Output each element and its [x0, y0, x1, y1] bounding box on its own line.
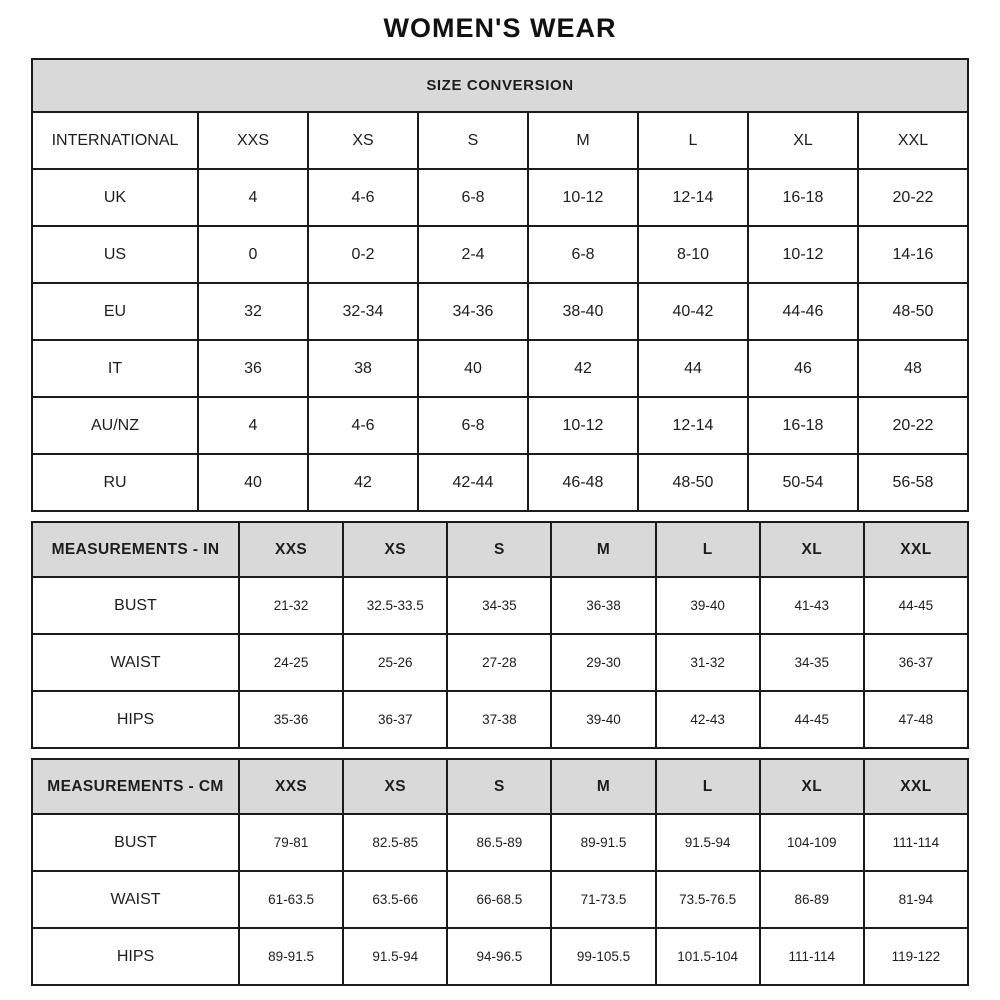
table-cell: 89-91.5 [551, 814, 655, 871]
table-cell: 41-43 [760, 577, 864, 634]
table-cell: 79-81 [239, 814, 343, 871]
size-conversion-column-header-row [32, 112, 968, 169]
table-cell: 66-68.5 [447, 871, 551, 928]
size-conversion-title-row [32, 59, 968, 112]
column-header-international: INTERNATIONAL [32, 112, 198, 169]
table-cell: 24-25 [239, 634, 343, 691]
column-header-m: M [528, 112, 638, 169]
table-cell: 99-105.5 [551, 928, 655, 985]
column-header-s: S [447, 522, 551, 577]
size-conversion-title: SIZE CONVERSION [32, 59, 968, 112]
column-header-xs: XS [308, 112, 418, 169]
column-header-xxs: XXS [239, 522, 343, 577]
table-cell: 42-44 [418, 454, 528, 511]
table-cell: 6-8 [418, 397, 528, 454]
table-cell: 36 [198, 340, 308, 397]
table-cell: 38 [308, 340, 418, 397]
table-cell: 31-32 [656, 634, 760, 691]
column-header-xl: XL [760, 759, 864, 814]
table-cell: 44-46 [748, 283, 858, 340]
table-cell: 35-36 [239, 691, 343, 748]
table-cell: 34-36 [418, 283, 528, 340]
table-cell: 34-35 [760, 634, 864, 691]
measurements-cm-title: MEASUREMENTS - CM [32, 759, 239, 814]
table-cell: 40-42 [638, 283, 748, 340]
row-label: WAIST [32, 871, 239, 928]
measurements-cm-table [31, 758, 969, 986]
table-row [32, 871, 968, 928]
page-title: WOMEN'S WEAR [383, 13, 617, 43]
table-cell: 42-43 [656, 691, 760, 748]
table-cell: 8-10 [638, 226, 748, 283]
table-cell: 40 [418, 340, 528, 397]
table-cell: 42 [308, 454, 418, 511]
table-cell: 44 [638, 340, 748, 397]
table-cell: 71-73.5 [551, 871, 655, 928]
table-cell: 6-8 [528, 226, 638, 283]
table-cell: 16-18 [748, 169, 858, 226]
table-cell: 89-91.5 [239, 928, 343, 985]
table-cell: 10-12 [748, 226, 858, 283]
column-header-xxl: XXL [864, 759, 968, 814]
size-conversion-body [32, 169, 968, 511]
measurements-in-body [32, 577, 968, 748]
column-header-l: L [656, 522, 760, 577]
table-cell: 46-48 [528, 454, 638, 511]
measurements-in-table [31, 521, 969, 749]
tables-container [31, 58, 969, 986]
table-cell: 81-94 [864, 871, 968, 928]
row-label: HIPS [32, 691, 239, 748]
table-cell: 4 [198, 169, 308, 226]
table-cell: 37-38 [447, 691, 551, 748]
table-cell: 101.5-104 [656, 928, 760, 985]
row-label: UK [32, 169, 198, 226]
row-label: AU/NZ [32, 397, 198, 454]
column-header-xl: XL [748, 112, 858, 169]
row-label: EU [32, 283, 198, 340]
table-cell: 119-122 [864, 928, 968, 985]
table-cell: 61-63.5 [239, 871, 343, 928]
column-header-xl: XL [760, 522, 864, 577]
table-row [32, 634, 968, 691]
table-row [32, 283, 968, 340]
table-cell: 73.5-76.5 [656, 871, 760, 928]
table-cell: 2-4 [418, 226, 528, 283]
table-cell: 111-114 [760, 928, 864, 985]
column-header-xxs: XXS [239, 759, 343, 814]
table-cell: 50-54 [748, 454, 858, 511]
table-row [32, 928, 968, 985]
column-header-xxl: XXL [858, 112, 968, 169]
table-row [32, 226, 968, 283]
column-header-m: M [551, 522, 655, 577]
row-label: WAIST [32, 634, 239, 691]
table-cell: 39-40 [656, 577, 760, 634]
table-cell: 21-32 [239, 577, 343, 634]
table-cell: 4 [198, 397, 308, 454]
table-cell: 48 [858, 340, 968, 397]
column-header-xxl: XXL [864, 522, 968, 577]
table-cell: 16-18 [748, 397, 858, 454]
measurements-in-header-row [32, 522, 968, 577]
table-cell: 44-45 [760, 691, 864, 748]
column-header-xs: XS [343, 759, 447, 814]
table-cell: 6-8 [418, 169, 528, 226]
table-cell: 46 [748, 340, 858, 397]
table-cell: 47-48 [864, 691, 968, 748]
table-cell: 10-12 [528, 397, 638, 454]
row-label: IT [32, 340, 198, 397]
row-label: HIPS [32, 928, 239, 985]
table-row [32, 814, 968, 871]
table-cell: 48-50 [638, 454, 748, 511]
row-label: BUST [32, 577, 239, 634]
table-cell: 4-6 [308, 169, 418, 226]
table-cell: 32.5-33.5 [343, 577, 447, 634]
column-header-m: M [551, 759, 655, 814]
table-cell: 39-40 [551, 691, 655, 748]
size-conversion-table [31, 58, 969, 512]
table-cell: 44-45 [864, 577, 968, 634]
row-label: BUST [32, 814, 239, 871]
table-cell: 36-37 [343, 691, 447, 748]
table-cell: 32 [198, 283, 308, 340]
measurements-in-title: MEASUREMENTS - IN [32, 522, 239, 577]
table-cell: 20-22 [858, 397, 968, 454]
table-row [32, 397, 968, 454]
table-cell: 111-114 [864, 814, 968, 871]
table-cell: 91.5-94 [656, 814, 760, 871]
table-cell: 4-6 [308, 397, 418, 454]
table-cell: 56-58 [858, 454, 968, 511]
table-cell: 36-38 [551, 577, 655, 634]
table-row [32, 691, 968, 748]
table-cell: 12-14 [638, 397, 748, 454]
table-row [32, 169, 968, 226]
table-cell: 34-35 [447, 577, 551, 634]
column-header-s: S [418, 112, 528, 169]
table-cell: 20-22 [858, 169, 968, 226]
table-cell: 38-40 [528, 283, 638, 340]
table-cell: 86.5-89 [447, 814, 551, 871]
column-header-xxs: XXS [198, 112, 308, 169]
table-cell: 0 [198, 226, 308, 283]
table-cell: 10-12 [528, 169, 638, 226]
column-header-s: S [447, 759, 551, 814]
table-cell: 12-14 [638, 169, 748, 226]
measurements-cm-header-row [32, 759, 968, 814]
column-header-xs: XS [343, 522, 447, 577]
table-cell: 27-28 [447, 634, 551, 691]
table-cell: 86-89 [760, 871, 864, 928]
table-cell: 104-109 [760, 814, 864, 871]
table-cell: 42 [528, 340, 638, 397]
table-cell: 94-96.5 [447, 928, 551, 985]
table-cell: 25-26 [343, 634, 447, 691]
measurements-cm-body [32, 814, 968, 985]
table-cell: 29-30 [551, 634, 655, 691]
table-row [32, 340, 968, 397]
table-cell: 36-37 [864, 634, 968, 691]
table-cell: 48-50 [858, 283, 968, 340]
column-header-l: L [638, 112, 748, 169]
table-cell: 14-16 [858, 226, 968, 283]
table-cell: 82.5-85 [343, 814, 447, 871]
table-cell: 40 [198, 454, 308, 511]
table-cell: 32-34 [308, 283, 418, 340]
table-cell: 91.5-94 [343, 928, 447, 985]
table-row [32, 577, 968, 634]
table-row [32, 454, 968, 511]
column-header-l: L [656, 759, 760, 814]
row-label: US [32, 226, 198, 283]
row-label: RU [32, 454, 198, 511]
table-cell: 0-2 [308, 226, 418, 283]
table-cell: 63.5-66 [343, 871, 447, 928]
